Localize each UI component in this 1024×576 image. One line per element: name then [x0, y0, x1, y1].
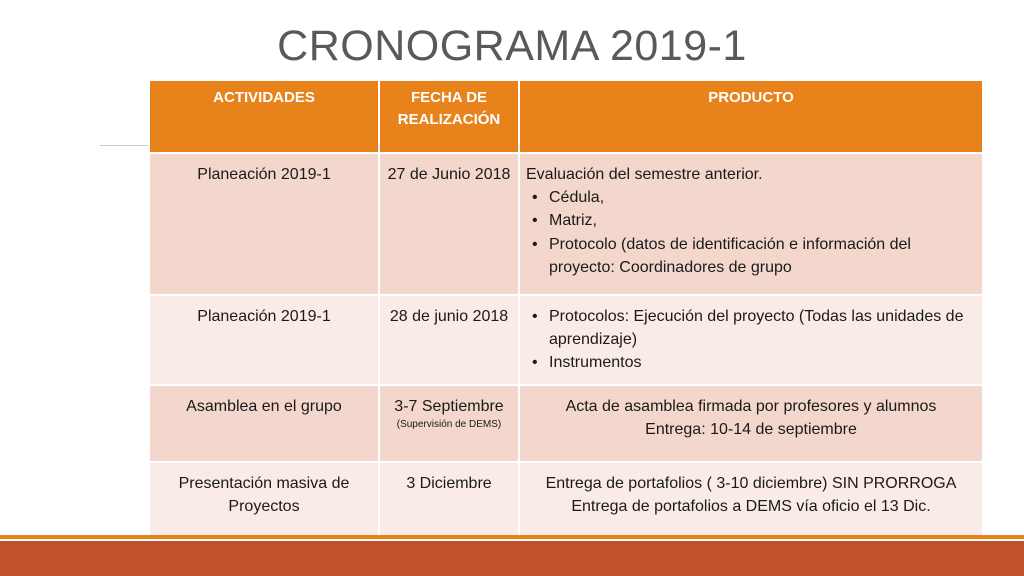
list-item: • Protocolos: Ejecución del proyecto (Todas las unidades de aprendizaje)	[549, 305, 976, 351]
list-item: • Matriz,	[549, 209, 976, 232]
table-row	[149, 462, 983, 537]
header-actividades: ACTIVIDADES	[149, 80, 379, 153]
date-note: (Supervisión de DEMS)	[396, 418, 502, 430]
page-title: CRONOGRAMA 2019-1	[277, 22, 747, 70]
product-line: Acta de asamblea firmada por profesores y alumnos	[565, 397, 937, 415]
table-row	[149, 385, 983, 462]
list-item: • Instrumentos	[549, 351, 976, 374]
footer-bar	[0, 541, 1024, 576]
product-list	[526, 305, 976, 375]
header-producto: PRODUCTO	[519, 80, 983, 153]
product-cell	[519, 462, 983, 537]
activity-cell: Planeación 2019-1	[149, 295, 379, 385]
product-line: Entrega de portafolios a DEMS vía oficio el 13 Dic.	[571, 497, 931, 515]
list-item: • Protocolo (datos de identificación e información del proyecto: Coordinadores de grupo	[549, 233, 976, 279]
date-cell: 27 de Junio 2018	[379, 153, 519, 295]
date-cell	[379, 385, 519, 462]
schedule-table	[148, 79, 984, 538]
list-item: • Cédula,	[549, 186, 976, 209]
product-list	[526, 186, 976, 279]
product-line: Entrega: 10-14 de septiembre	[645, 420, 857, 438]
product-cell	[519, 295, 983, 385]
table-row	[149, 295, 983, 385]
product-cell	[519, 153, 983, 295]
activity-cell: Presentación masiva de Proyectos	[149, 462, 379, 537]
date-cell: 3 Diciembre	[379, 462, 519, 537]
date-cell: 28 de junio 2018	[379, 295, 519, 385]
table-row	[149, 153, 983, 295]
table-header-row	[149, 80, 983, 153]
footer-accent-line	[0, 535, 1024, 539]
product-cell	[519, 385, 983, 462]
decorative-line	[100, 145, 148, 146]
activity-cell: Asamblea en el grupo	[149, 385, 379, 462]
product-line: Entrega de portafolios ( 3-10 diciembre) SIN PRORROGA	[545, 474, 957, 492]
activity-cell: Planeación 2019-1	[149, 153, 379, 295]
date-text: 3-7 Septiembre	[394, 397, 504, 415]
header-fecha: FECHA DE REALIZACIÓN	[379, 80, 519, 153]
product-intro: Evaluación del semestre anterior.	[526, 166, 763, 183]
